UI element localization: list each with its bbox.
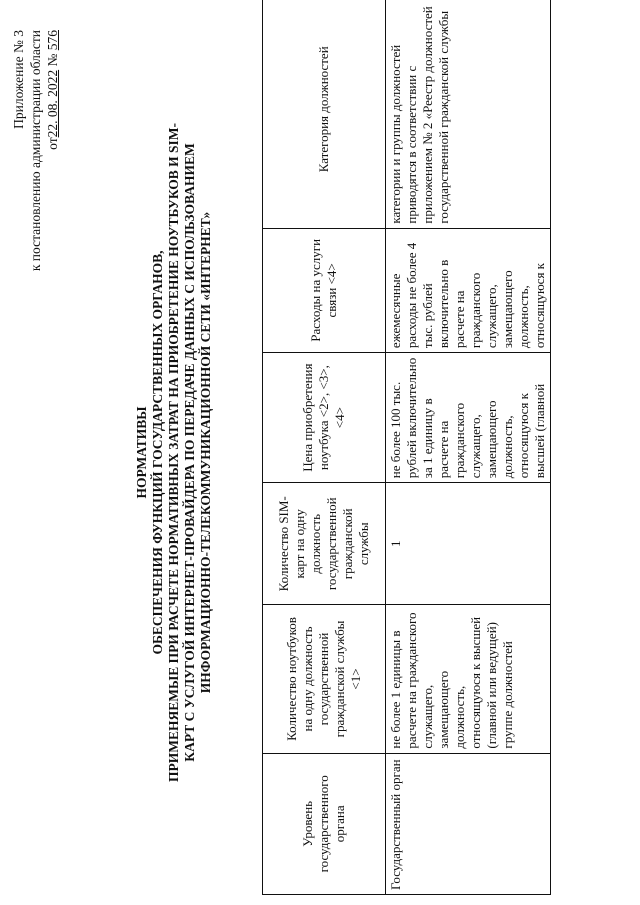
header-cell: Цена приобретения ноутбука <2>, <3>, <4> xyxy=(263,353,386,483)
date-prefix: от xyxy=(45,137,60,150)
norms-table xyxy=(262,0,551,895)
heading-line-2: ОБЕСПЕЧЕНИЯ ФУНКЦИЙ ГОСУДАРСТВЕННЫХ ОРГАНОВ, xyxy=(150,250,165,655)
header-cell: Категория должностей xyxy=(263,0,386,228)
table-cell: категории и группы должностей приводятся в соответствии с приложением № 2 «Реестр должностей государственной гражданской службы xyxy=(386,0,551,228)
header-cell: Расходы на услуги связи <4> xyxy=(263,228,386,352)
appendix-number: Приложение № 3 xyxy=(11,30,26,129)
heading-line-4: КАРТ С УСЛУГОЙ ИНТЕРНЕТ-ПРОВАЙДЕРА ПО ПЕРЕДАЧЕ ДАННЫХ С ИСПОЛЬЗОВАНИЕМ xyxy=(182,143,197,762)
header-cell: Уровень государственного органа xyxy=(263,753,386,894)
table-row xyxy=(386,0,551,895)
decree-number: 576 xyxy=(45,30,60,51)
decree-date: 22. 08. 2022 xyxy=(45,69,60,138)
appendix-date-line xyxy=(44,30,61,490)
appendix-decree: к постановлению администрации области xyxy=(28,30,43,272)
number-prefix: № xyxy=(45,53,60,67)
table-cell: не более 1 единицы в расчете на гражданского служащего, замещающего должность, относящуюся к высшей (главной или ведущей) группе должностей xyxy=(386,605,551,753)
table-cell: Государственный орган xyxy=(386,753,551,894)
document-heading xyxy=(134,0,214,905)
heading-line-1: НОРМАТИВЫ xyxy=(134,406,149,499)
table-header-row xyxy=(263,0,386,895)
appendix-reference xyxy=(10,30,61,490)
heading-line-5: ИНФОРМАЦИОННО-ТЕЛЕКОММУНИКАЦИОННОЙ СЕТИ «ИНТЕРНЕТ» xyxy=(198,211,213,694)
heading-line-3: ПРИМЕНЯЕМЫЕ ПРИ РАСЧЕТЕ НОРМАТИВНЫХ ЗАТРАТ НА ПРИОБРЕТЕНИЕ НОУТБУКОВ И SIM- xyxy=(166,122,181,783)
table-cell: 1 xyxy=(386,483,551,605)
table-cell: ежемесячные расходы не более 4 тыс. рублей включительно в расчете на гражданского служащего, замещающего должность, относящуюся к xyxy=(386,228,551,352)
header-cell: Количество ноутбуков на одну должность государственной гражданской службы <1> xyxy=(263,605,386,753)
table-cell: не более 100 тыс. рублей включительно за 1 единицу в расчете на гражданского служащего, замещающего должность, относящуюся к высшей (главной xyxy=(386,353,551,483)
header-cell: Количество SIM-карт на одну должность государственной гражданской службы xyxy=(263,483,386,605)
